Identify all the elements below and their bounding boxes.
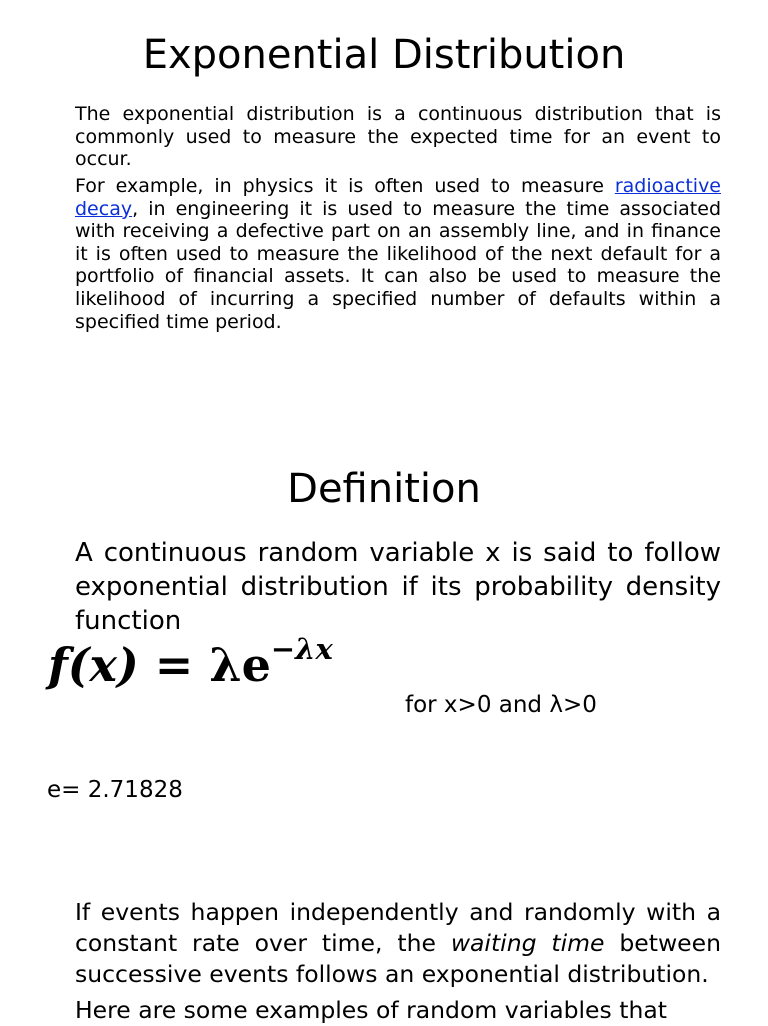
page-title: Exponential Distribution (142, 32, 626, 78)
waiting-text-end: between successive events follows an exponential distribution. (75, 929, 721, 988)
formula-equals: = (138, 638, 210, 692)
example-text-end: , in engineering it is used to measure the time associated with receiving a defective part on an assembly line, and in finance it is often used to measure the likelihood of the next default for a portfolio of financial assets. It can also be used to measure the likelihood of incurring a specified number of defaults within a specified time period. (75, 197, 721, 333)
example-paragraph (75, 175, 721, 333)
waiting-time-paragraph (75, 897, 721, 990)
formula-exponent: −λx (270, 632, 333, 666)
example-text-start: For example, in physics it is often used to measure (75, 175, 615, 197)
radioactive-decay-link[interactable]: radioactive decay (75, 175, 721, 220)
intro-paragraph: The exponential distribution is a continuous distribution that is commonly used to measure the expected time for an event to occur. (75, 103, 721, 171)
examples-intro-paragraph: Here are some examples of random variables that (75, 996, 667, 1024)
waiting-text-start: If events happen independently and randomly with a constant rate over time, the (75, 898, 721, 957)
pdf-formula (48, 632, 333, 692)
section-title-definition: Definition (287, 466, 481, 512)
definition-text: A continuous random variable x is said to follow exponential distribution if its probability density function (75, 538, 721, 636)
e-constant-value: e= 2.71828 (47, 777, 183, 803)
formula-condition: for x>0 and λ>0 (405, 692, 597, 718)
formula-base: λe (209, 638, 271, 692)
waiting-time-term: waiting time (450, 929, 605, 957)
formula-lhs: f(x) (48, 638, 139, 692)
